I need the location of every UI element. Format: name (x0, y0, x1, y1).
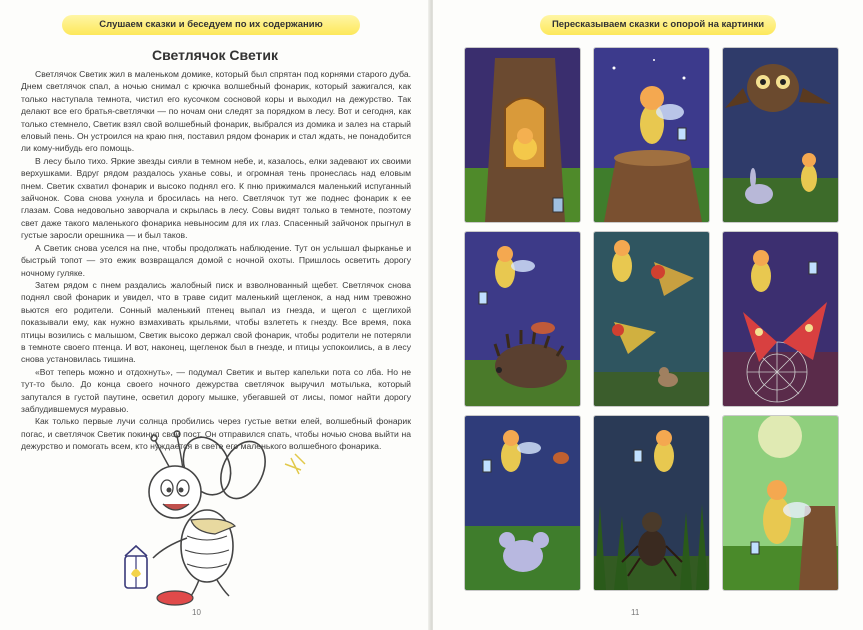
firefly-and-hedgehog-icon (465, 232, 580, 406)
paragraph: В лесу было тихо. Яркие звезды сияли в темном небе, и, казалось, елки задевают их своими верхушками. Вдруг рядом раздалось уханье совы, и огромная тень пронеслась над еловым пнем. Светик схватил фонарик и высоко поднял его. К пню прижимался маленький испуганный зайчонок. Сова снова ухнула и бросилась на него. Светлячок тут же поднес фонарик к ее глазам. Сова недовольно заворчала и скрылась в лесу. Совы видят только в темноте, поэтому свет даже такого маленького фонарика невыносим для их глаз. Спасенный зайчонок прыгнул в густые заросли орешника — и был таков. (21, 155, 411, 241)
moth-in-web-icon (723, 232, 838, 406)
picture-panel-8 (594, 416, 709, 590)
picture-panel-9 (723, 416, 838, 590)
page-number: 10 (192, 608, 201, 617)
left-page (0, 0, 430, 630)
owl-and-bunny-icon (723, 48, 838, 222)
page-number: 11 (631, 608, 640, 617)
picture-panel-2 (594, 48, 709, 222)
firefly-and-ant-icon (594, 416, 709, 590)
picture-panel-3 (723, 48, 838, 222)
picture-panel-7 (465, 416, 580, 590)
paragraph: Как только первые лучи солнца пробились через густые ветки елей, волшебный фонарик погас, и светлячок Светик покинул свой пост. Он отправился спать, чтобы ночью снова выйти на дежурство и помогать всем, кто нуждается в свете его маленького волшебного фонарика. (21, 416, 411, 452)
paragraph: Затем рядом с пнем раздались жалобный писк и взволнованный щебет. Светлячок снова поднял свой фонарик и увидел, что в траве сидит маленький щегленок, а над ним тревожно вьются его родители. Сонный маленький птенец выпал из гнезда, и щегол с щеглихой показывали ему, как нужно взмахивать крыльями, чтобы взлететь к гнезду. Все время, пока птицы возились с малышом, Светик высоко держал свой фонарик, чтобы родители не потеряли в темноте своего птенца. И вот, наконец, щегленок был в гнезде, и птицы успокоились, а в лесу снова установилась тишина. (21, 279, 411, 365)
tree-house-icon (465, 48, 580, 222)
paragraph: А Светик снова уселся на пне, чтобы продолжать наблюдение. Тут он услышал фырканье и быстрый топот — это ежик возвращался домой с ночной охоты. Пришлось осветить дорогу ночному гуляке. (21, 242, 411, 278)
story-title: Светлячок Светик (151, 47, 279, 63)
mouse-and-fox-icon (465, 416, 580, 590)
picture-panel-1 (465, 48, 580, 222)
section-header: Слушаем сказки и беседуем по их содержанию (62, 15, 360, 35)
paragraph: Светлячок Светик жил в маленьком домике, который был спрятан под корнями старого дуба. Днем светлячок спал, а ночью снимал с крючка волшебный фонарик, который зажигался, как только наступала темнота, чистил его кусочком сосновой коры и выходил на дежурство. Так делают все его братья-светлячки — по ночам они следят за порядком в лесу. Вот и сегодня, как только стемнело, Светик взял свой волшебный фонарик, выбрался из домика и залез на старый еловый пень. Он устроился на краю пня, поставил рядом фонарик и стал ждать, не понадобится ли кому-нибудь его помощь. (21, 69, 411, 154)
picture-panel-4 (465, 232, 580, 406)
goldfinches-icon (594, 232, 709, 406)
morning-forest-icon (723, 416, 838, 590)
paragraph: «Вот теперь можно и отдохнуть», — подумал Светик и вытер капельки пота со лба. Но не тут-то было. До конца своего ночного дежурства светлячок выручил мотылька, который запутался в густой паутине, осветил дорогу мышке, убегавшей от лисы, помог найти дорогу заблудившемуся муравью. (21, 366, 411, 414)
firefly-on-stump-icon (594, 48, 709, 222)
story-text (21, 68, 411, 453)
picture-panel-5 (594, 232, 709, 406)
firefly-coloring-icon (95, 428, 325, 608)
section-header: Пересказываем сказки с опорой на картинки (540, 15, 776, 35)
picture-panel-6 (723, 232, 838, 406)
